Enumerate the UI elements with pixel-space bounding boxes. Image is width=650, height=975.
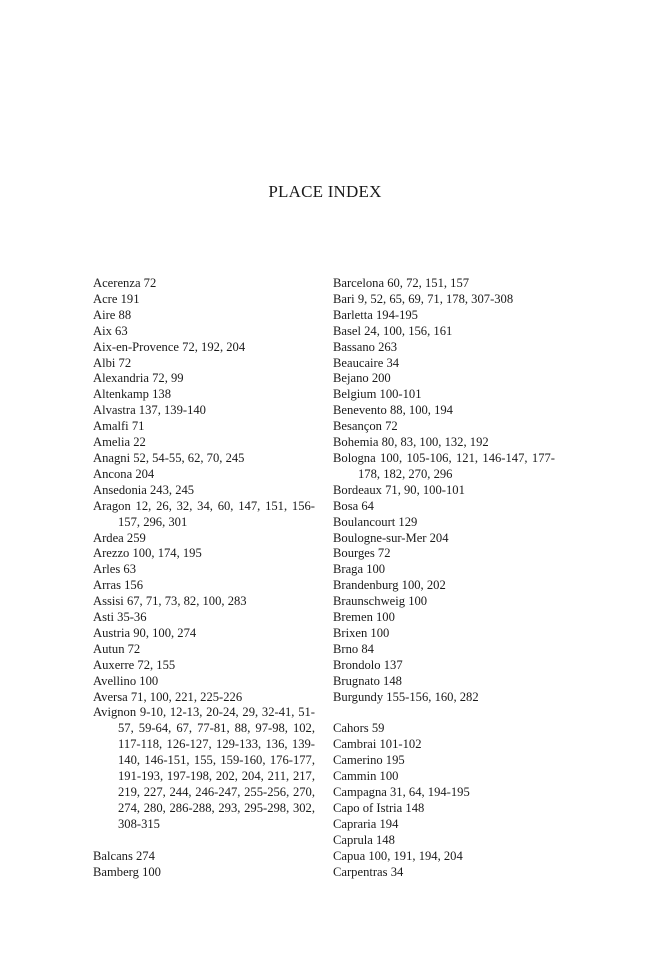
index-entry: Braunschweig 100 <box>333 594 428 609</box>
index-entry: Burgundy 155-156, 160, 282 <box>333 689 479 704</box>
index-entry: Bordeaux 71, 90, 100-101 <box>333 482 465 497</box>
index-entry: Assisi 67, 71, 73, 82, 100, 283 <box>93 594 247 609</box>
index-entry: Avellino 100 <box>93 673 159 688</box>
index-entry: Capraria 194 <box>333 816 399 831</box>
index-column-left <box>93 276 315 880</box>
index-entry: Barcelona 60, 72, 151, 157 <box>333 276 470 290</box>
index-entry: Carpentras 34 <box>333 864 404 879</box>
index-entry: Brno 84 <box>333 641 374 656</box>
index-column-right <box>333 276 555 880</box>
index-entry: Auxerre 72, 155 <box>93 657 176 672</box>
index-entry: Albi 72 <box>93 355 132 370</box>
index-entry: Arras 156 <box>93 578 144 593</box>
index-entry: Bosa 64 <box>333 498 374 513</box>
index-entry: Aragon 12, 26, 32, 34, 60, 147, 151, 156-157, 296, 301 <box>93 498 315 529</box>
index-entry: Bohemia 80, 83, 100, 132, 192 <box>333 435 489 450</box>
index-entry: Campagna 31, 64, 194-195 <box>333 784 470 799</box>
index-entry: Braga 100 <box>333 562 386 577</box>
index-entry: Ardea 259 <box>93 530 146 545</box>
index-entry: Acerenza 72 <box>93 276 157 290</box>
index-entry: Boulancourt 129 <box>333 514 418 529</box>
index-entry: Alvastra 137, 139-140 <box>93 403 206 418</box>
index-entry: Bologna 100, 105-106, 121, 146-147, 177-178, 182, 270, 296 <box>333 450 555 481</box>
index-entry: Bassano 263 <box>333 339 398 354</box>
index-entry: Cambrai 101-102 <box>333 737 422 752</box>
index-entry: Amelia 22 <box>93 435 146 450</box>
index-entry: Brugnato 148 <box>333 673 402 688</box>
index-entry: Bourges 72 <box>333 546 391 561</box>
index-entry: Arezzo 100, 174, 195 <box>93 546 202 561</box>
index-entry: Balcans 274 <box>93 848 155 863</box>
index-entry: Brandenburg 100, 202 <box>333 578 446 593</box>
index-entry: Anagni 52, 54-55, 62, 70, 245 <box>93 450 245 465</box>
index-entry: Aversa 71, 100, 221, 225-226 <box>93 689 243 704</box>
index-entry: Aix 63 <box>93 323 128 338</box>
index-entry: Asti 35-36 <box>93 610 147 625</box>
index-entry: Caprula 148 <box>333 832 395 847</box>
index-entry: Avignon 9-10, 12-13, 20-24, 29, 32-41, 51-57, 59-64, 67, 77-81, 88, 97-98, 102, 117-118, 126-127, 129-133, 136, 139-140, 146-151, 155, 159-160, 176-177, 191-193, 197-198, 202, 204, 211, 217, 219, 227, 244, 246-247, 255-256, 270, 274, 280, 286-288, 293, 295-298, 302, 308-315 <box>93 705 315 831</box>
index-entry: Cahors 59 <box>333 721 385 736</box>
index-entry: Boulogne-sur-Mer 204 <box>333 530 449 545</box>
index-entry: Alexandria 72, 99 <box>93 371 184 386</box>
index-entry: Amalfi 71 <box>93 419 145 434</box>
index-entry: Bamberg 100 <box>93 864 161 879</box>
index-entry: Camerino 195 <box>333 753 405 768</box>
index-entry: Capo of Istria 148 <box>333 800 425 815</box>
index-entry: Besançon 72 <box>333 419 398 434</box>
index-entry: Cammin 100 <box>333 769 399 784</box>
letter-group-separator <box>333 705 555 721</box>
page-title: PLACE INDEX <box>268 182 382 201</box>
index-entry: Arles 63 <box>93 562 137 577</box>
index-entry: Benevento 88, 100, 194 <box>333 403 453 418</box>
index-entry: Aix-en-Provence 72, 192, 204 <box>93 339 246 354</box>
index-entry: Ancona 204 <box>93 466 155 481</box>
index-entry: Austria 90, 100, 274 <box>93 625 197 640</box>
index-entry: Aire 88 <box>93 307 132 322</box>
index-entry: Beaucaire 34 <box>333 355 400 370</box>
index-entry: Bari 9, 52, 65, 69, 71, 178, 307-308 <box>333 291 514 306</box>
index-entry: Bejano 200 <box>333 371 391 386</box>
index-entry: Brondolo 137 <box>333 657 403 672</box>
index-entry: Basel 24, 100, 156, 161 <box>333 323 453 338</box>
index-entry: Autun 72 <box>93 641 141 656</box>
index-entry: Capua 100, 191, 194, 204 <box>333 848 463 863</box>
index-entry: Ansedonia 243, 245 <box>93 482 195 497</box>
letter-group-separator <box>93 833 315 849</box>
index-entry: Barletta 194-195 <box>333 307 418 322</box>
index-entry: Belgium 100-101 <box>333 387 422 402</box>
index-entry: Bremen 100 <box>333 610 395 625</box>
index-entry: Altenkamp 138 <box>93 387 171 402</box>
index-entry: Acre 191 <box>93 291 140 306</box>
index-entry: Brixen 100 <box>333 625 390 640</box>
